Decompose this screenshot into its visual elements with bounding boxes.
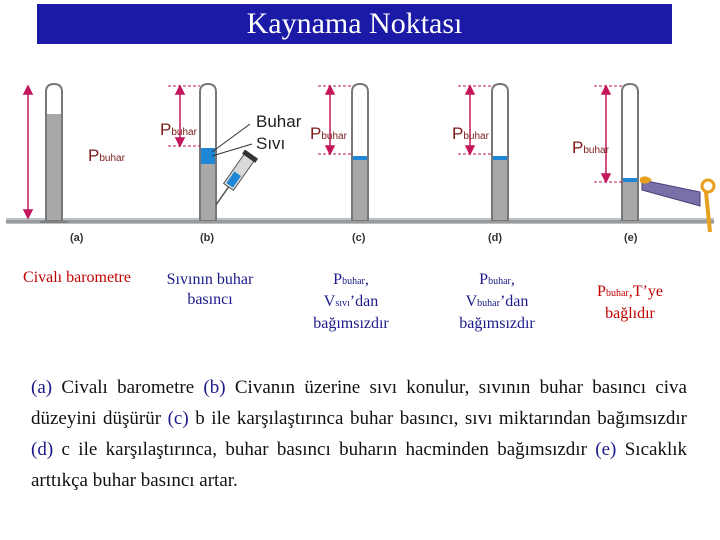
tube-a xyxy=(40,84,68,222)
caption-c: Pbuhar, Vsıvı’dan bağımsızdır xyxy=(313,271,389,332)
tube-c xyxy=(352,84,368,220)
panel-letter-c: (c) xyxy=(352,232,366,244)
liquid-layer-e xyxy=(623,178,637,182)
panel-letter-a: (a) xyxy=(70,232,84,244)
tag-a: (a) xyxy=(31,377,53,398)
description-paragraph: (a) Civalı barometre (b) Civanın üzerine sıvı konulur, sıvının buhar basıncı civa düzeyini düşürür (c) b ile karşılaştırınca buhar basıncı, sıvı miktarından bağımsızdır (d) c ile karşılaştırınca, buhar basıncı buharın hacminden bağımsızdır (e) Sıcaklık arttıkça buhar basıncı artar. xyxy=(31,377,687,491)
caption-a: Civalı barometre xyxy=(23,269,131,286)
tag-b: (b) xyxy=(203,377,226,398)
tag-c: (c) xyxy=(167,408,189,429)
caption-d: Pbuhar, Vbuhar’dan bağımsızdır xyxy=(459,271,535,332)
p-label-c: Pbuhar xyxy=(310,124,347,143)
p-label-a: Pbuhar xyxy=(88,146,125,165)
liquid-label: Sıvı xyxy=(256,134,286,153)
panel-letter-b: (b) xyxy=(200,232,215,244)
caption-b: Sıvının buhar basıncı xyxy=(166,271,254,308)
mercury-column-c xyxy=(353,160,367,220)
tube-b xyxy=(200,84,258,220)
page-title: Kaynama Noktası xyxy=(37,4,672,44)
panel-letter-d: (d) xyxy=(488,232,503,244)
vapor-label: Buhar xyxy=(256,112,302,131)
tag-e: (e) xyxy=(595,439,617,460)
mercury-column-e xyxy=(623,182,637,220)
liquid-layer-c xyxy=(353,156,367,160)
tube-e xyxy=(622,84,714,232)
p-label-d: Pbuhar xyxy=(452,124,489,143)
tag-d: (d) xyxy=(31,439,54,460)
mercury-column-d xyxy=(493,160,507,220)
liquid-layer-d xyxy=(493,156,507,160)
barometer-diagram xyxy=(0,82,720,252)
tube-d xyxy=(492,84,508,220)
barometer-figure xyxy=(0,82,720,252)
panel-letter-e: (e) xyxy=(624,232,638,244)
p-label-e: Pbuhar xyxy=(572,138,609,157)
mercury-column-a xyxy=(47,114,61,220)
caption-e: Pbuhar,T’ye bağlıdır xyxy=(597,283,663,322)
mercury-column-b xyxy=(201,164,215,220)
p-label-b: Pbuhar xyxy=(160,120,197,139)
